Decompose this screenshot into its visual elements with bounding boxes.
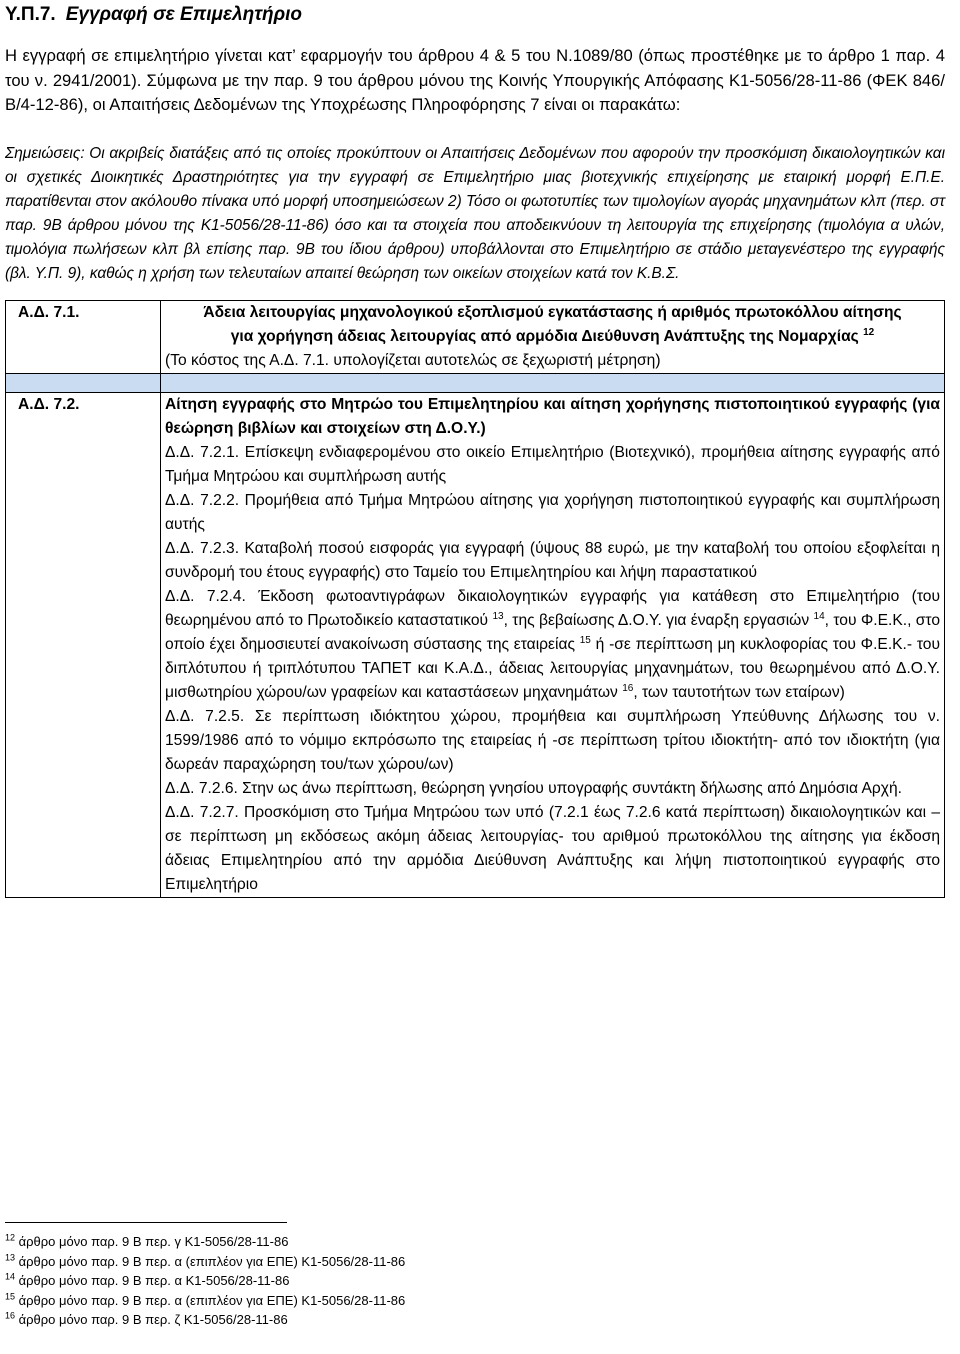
section-number: Υ.Π.7. [5,4,56,25]
ad-title: Αίτηση εγγραφής στο Μητρώο του Επιμελητηρίου και αίτηση χορήγησης πιστοποιητικού εγγραφής (για θεώρηση βιβλίων και στοιχείων στη Δ.Ο.Υ.) [165,395,940,437]
footnote-ref: 15 [579,634,591,646]
notes-paragraph: Σημειώσεις: Οι ακριβείς διατάξεις από τις οποίες προκύπτουν οι Απαιτήσεις Δεδομένων που αφορούν την προσκόμιση δικαιολογητικών και οι σχετικές Διοικητικές Δραστηριότητες για την εγγραφή σε Επιμελητήριο μιας βιοτεχνικής επιχείρησης με εταιρική μορφή Ε.Π.Ε. παρατίθενται στον ακόλουθο πίνακα υπό μορφή υποσημειώσεων 2) Τόσο οι φωτοτυπίες των τιμολογίων αγοράς μηχανημάτων κλπ (περ. στ παρ. 9Β άρθρου μόνου της Κ1-5056/28-11-86) όσο και τα στοιχεία που αποδεικνύουν τη λειτουργία της επιχείρησης (τιμολόγια α υλών, τιμολόγια πωλήσεων κλπ βλ επίσης παρ. 9Β του ίδιου άρθρου) υποβάλλονται στο Επιμελητήριο σε στάδιο μεταγενέστερο της εγγραφής (βλ. Υ.Π. 9), καθώς η χρήση των τελευταίων απαιτεί θεώρηση των οικείων στοιχείων κατά τον Κ.Β.Σ. [5,144,945,282]
requirements-table [5,300,945,898]
ad-content [161,300,945,373]
intro-paragraph: Η εγγραφή σε επιμελητήριο γίνεται κατ’ εφαρμογήν του άρθρου 4 & 5 του Ν.1089/80 (όπως προστέθηκε με το άρθρο 1 παρ. 4 του ν. 2941/2001). Σύμφωνα με την παρ. 9 του άρθρου μόνου της Κοινής Υπουργικής Απόφασης Κ1-5056/28-11-86 (ΦΕΚ 846/Β/4-12-86), οι Απαιτήσεις Δεδομένων της Υποχρέωσης Πληροφόρησης 7 είναι οι παρακάτω: [5,46,945,114]
cost-note: (Το κόστος της Α.Δ. 7.1. υπολογίζεται αυτοτελώς σε ξεχωριστή μέτρηση) [165,351,661,369]
dd-item: Δ.Δ. 7.2.2. Προμήθεια από Τμήμα Μητρώου αίτησης για χορήγηση πιστοποιητικού εγγραφής και συμπλήρωση αυτής [165,491,940,533]
dd-item: Δ.Δ. 7.2.4. Έκδοση φωτοαντιγράφων δικαιολογητικών εγγραφής για κατάθεση στο Επιμελητήριο (του θεωρημένου από το Πρωτοδικείο καταστατικού $^{13}$, της βεβαίωσης Δ.Ο.Υ. για έναρξη εργασιών $^{14}$, του Φ.Ε.Κ., στο οποίο έχει δημοσιευτεί ανακοίνωση σύστασης της εταιρείας $^{15}$ ή -σε περίπτωση μη κυκλοφορίας του Φ.Ε.Κ.- του διπλότυπου ή τριπλότυπου ΤΑΠΕΤ και Κ.Α.Δ., άδειας λειτουργίας μηχανημάτων, του θεωρημένου από Δ.Ο.Υ. μισθωτηρίου χώρου/ων γραφείων και καταστάσεων μηχανημάτων $^{16}$, των ταυτοτήτων των εταίρων) [165,587,940,701]
separator-row [6,373,945,392]
ad-content [161,392,945,897]
footnote: $^{13}$ άρθρο μόνο παρ. 9 Β περ. α (επιπλέον για ΕΠΕ) Κ1-5056/28-11-86 [5,1252,406,1269]
section-heading [5,2,945,28]
footnote: $^{15}$ άρθρο μόνο παρ. 9 Β περ. α (επιπλέον για ΕΠΕ) Κ1-5056/28-11-86 [5,1291,406,1308]
ad-title-line: για χορήγηση άδειας λειτουργίας από αρμόδια Διεύθυνση Ανάπτυξης της Νομαρχίας $^{12}$ [230,326,875,345]
dd-item: Δ.Δ. 7.2.3. Καταβολή ποσού εισφοράς για εγγραφή (ύψους 88 ευρώ, με την καταβολή του οποίου εξοφλείται η συνδρομή του έτους εγγραφής) στο Ταμείο του Επιμελητηρίου και λήψη παραστατικού [165,539,940,581]
footnotes [5,1232,405,1330]
footnote-separator [5,1222,287,1223]
section-title: Εγγραφή σε Επιμελητήριο [65,4,303,25]
footnote-ref: 12 [863,326,875,338]
ad-code: Α.Δ. 7.1. [6,300,161,373]
footnote-ref: 16 [622,682,634,694]
ad-code: Α.Δ. 7.2. [6,392,161,897]
dd-item: Δ.Δ. 7.2.1. Επίσκεψη ενδιαφερομένου στο οικείο Επιμελητήριο (Βιοτεχνικό), προμήθεια αίτησης εγγραφής από Τμήμα Μητρώου και συμπλήρωση αυτής [165,443,940,485]
table-row [6,392,945,897]
dd-item: Δ.Δ. 7.2.6. Στην ως άνω περίπτωση, θεώρηση γνησίου υπογραφής συντάκτη δήλωσης από Δημόσια Αρχή. [165,779,902,797]
footnote-ref: 13 [492,610,504,622]
dd-item: Δ.Δ. 7.2.7. Προσκόμιση στο Τμήμα Μητρώου των υπό (7.2.1 έως 7.2.6 κατά περίπτωση) δικαιολογητικών και –σε περίπτωση μη εκδόσεως ακόμη άδειας λειτουργίας- του αριθμού πρωτοκόλλου της αίτησης για έκδοση άδειας Επιμελητηρίου από την αρμόδια Διεύθυνση Ανάπτυξης και λήψη πιστοποιητικού εγγραφής στο Επιμελητήριο [165,803,940,893]
table-row [6,300,945,373]
dd-item: Δ.Δ. 7.2.5. Σε περίπτωση ιδιόκτητου χώρου, προμήθεια και συμπλήρωση Υπεύθυνης Δήλωσης του ν. 1599/1986 από το νόμιμο εκπρόσωπο της εταιρείας ή -σε περίπτωση τρίτου ιδιοκτήτη- από τον ιδιοκτήτη (για δωρεάν παραχώρηση του/των χώρου/ων) [165,707,940,773]
ad-title-line: Άδεια λειτουργίας μηχανολογικού εξοπλισμού εγκατάστασης ή αριθμός πρωτοκόλλου αίτησης [203,303,902,321]
footnote: $^{14}$ άρθρο μόνο παρ. 9 Β περ. α Κ1-5056/28-11-86 [5,1271,290,1288]
document-page [5,0,945,898]
footnote: $^{12}$ άρθρο μόνο παρ. 9 Β περ. γ Κ1-5056/28-11-86 [5,1232,289,1249]
footnote: $^{16}$ άρθρο μόνο παρ. 9 Β περ. ζ Κ1-5056/28-11-86 [5,1310,288,1327]
footnote-ref: 14 [813,610,825,622]
